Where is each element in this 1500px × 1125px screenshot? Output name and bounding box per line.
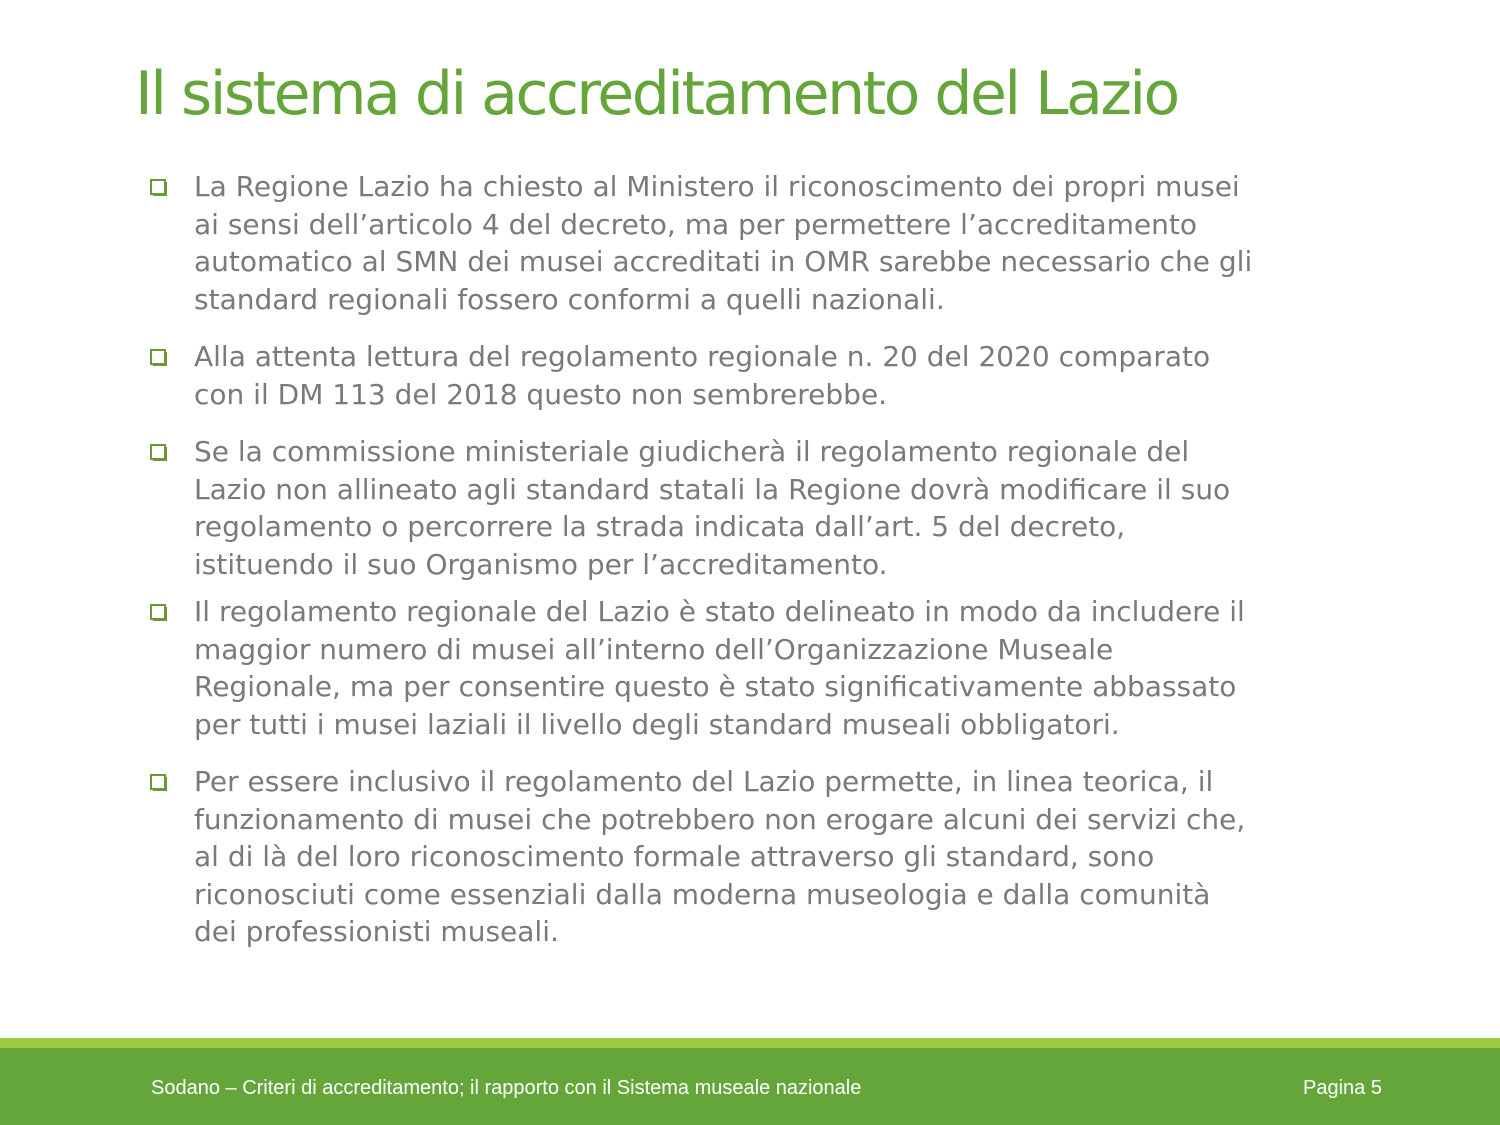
bullet-item bbox=[150, 593, 1400, 743]
bullet-text bbox=[194, 593, 1400, 743]
bullet-line: Per essere inclusivo il regolamento del Lazio permette, in linea teorica, il bbox=[194, 765, 1214, 798]
bullet-item bbox=[150, 338, 1400, 413]
bullet-line: Regionale, ma per consentire questo è stato significativamente abbassato bbox=[194, 670, 1237, 703]
slide-title: Il sistema di accreditamento del Lazio bbox=[135, 59, 1178, 129]
page-number: Pagina 5 bbox=[1303, 1077, 1382, 1099]
bullet-line: Se la commissione ministeriale giudicherà il regolamento regionale del bbox=[194, 435, 1190, 468]
checkbox-icon bbox=[150, 444, 167, 461]
bullet-line: automatico al SMN dei musei accreditati in OMR sarebbe necessario che gli bbox=[194, 245, 1253, 278]
bullet-line: funzionamento di musei che potrebbero non erogare alcuni dei servizi che, bbox=[194, 802, 1246, 836]
bullet-line: per tutti i musei laziali il livello degli standard museali obbligatori. bbox=[194, 707, 1120, 741]
footer-caption: Sodano – Criteri di accreditamento; il rapporto con il Sistema museale nazionale bbox=[151, 1077, 862, 1099]
footer-accent-strip bbox=[0, 1038, 1500, 1048]
bullet-line: La Regione Lazio ha chiesto al Ministero il riconoscimento dei propri musei bbox=[194, 170, 1240, 203]
bullet-line: regolamento o percorrere la strada indicata dall’art. 5 del decreto, bbox=[194, 510, 1126, 543]
bullet-line: dei professionisti museali. bbox=[194, 915, 559, 948]
bullet-item bbox=[150, 433, 1400, 583]
bullet-line: al di là del loro riconoscimento formale attraverso gli standard, sono bbox=[194, 840, 1155, 873]
bullet-line: Alla attenta lettura del regolamento regionale n. 20 del 2020 comparato bbox=[194, 340, 1211, 373]
checkbox-icon bbox=[150, 774, 167, 791]
bullet-text bbox=[194, 433, 1400, 583]
bullet-line: Lazio non allineato agli standard statali la Regione dovrà modificare il suo bbox=[194, 472, 1231, 506]
checkbox-icon bbox=[150, 604, 167, 621]
bullet-line: riconosciuti come essenziali dalla moderna museologia e dalla comunità bbox=[194, 877, 1211, 911]
bullet-line: standard regionali fossero conformi a quelli nazionali. bbox=[194, 282, 945, 316]
bullet-list bbox=[150, 168, 1400, 951]
bullet-line: Il regolamento regionale del Lazio è stato delineato in modo da includere il bbox=[194, 595, 1245, 628]
bullet-line: istituendo il suo Organismo per l’accreditamento. bbox=[194, 547, 888, 581]
bullet-line: con il DM 113 del 2018 questo non sembrerebbe. bbox=[194, 377, 888, 411]
bullet-text bbox=[194, 338, 1400, 413]
bullet-text bbox=[194, 763, 1400, 951]
bullet-item bbox=[150, 168, 1400, 318]
bullet-line: ai sensi dell’articolo 4 del decreto, ma per permettere l’accreditamento bbox=[194, 207, 1197, 241]
footer-bar bbox=[0, 1048, 1500, 1125]
bullet-item bbox=[150, 763, 1400, 951]
checkbox-icon bbox=[150, 349, 167, 366]
bullet-line: maggior numero di musei all’interno dell’Organizzazione Museale bbox=[194, 632, 1114, 666]
checkbox-icon bbox=[150, 179, 167, 196]
bullet-text bbox=[194, 168, 1400, 318]
